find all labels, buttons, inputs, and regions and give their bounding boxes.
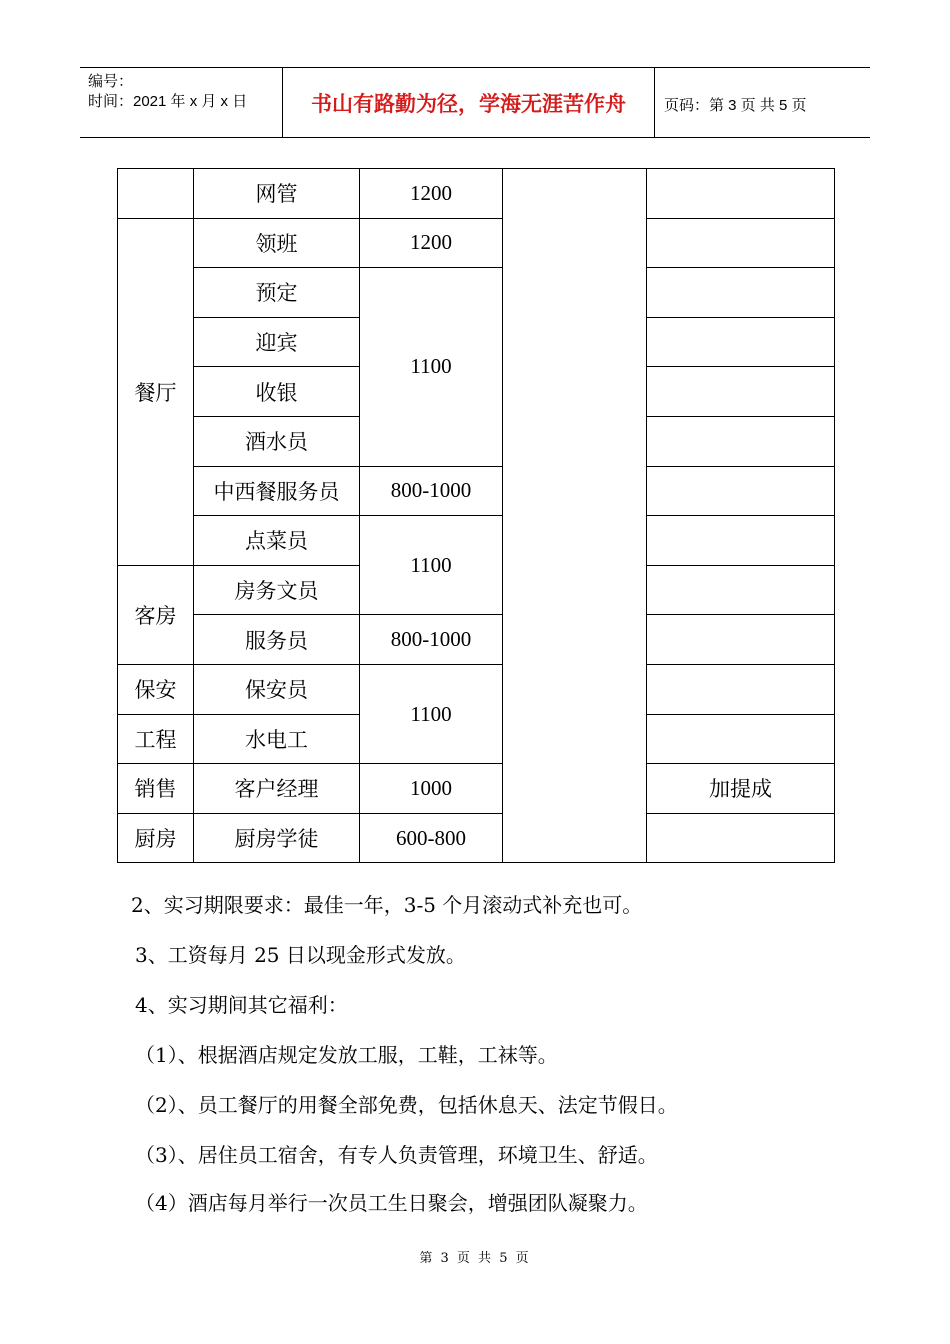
post-cell: 房务文员 <box>194 565 360 615</box>
table-row <box>118 813 835 863</box>
salary-cell: 1100 <box>360 516 503 615</box>
post-cell: 收银 <box>194 367 360 417</box>
post-cell: 网管 <box>194 169 360 219</box>
salary-cell: 1100 <box>360 268 503 466</box>
table-row <box>118 268 835 318</box>
salary-table <box>117 168 835 863</box>
paragraph-benefit-2: （2）、员工餐厅的用餐全部免费，包括休息天、法定节假日。 <box>135 1093 678 1117</box>
date-label: 时间：2021 年 x 月 x 日 <box>88 93 248 110</box>
salary-cell: 1200 <box>360 169 503 219</box>
blank-column-cell <box>503 169 647 863</box>
post-cell: 客户经理 <box>194 764 360 814</box>
note-cell <box>647 416 835 466</box>
post-cell: 保安员 <box>194 664 360 714</box>
post-cell: 水电工 <box>194 714 360 764</box>
post-cell: 预定 <box>194 268 360 318</box>
header-motto: 书山有路勤为径，学海无涯苦作舟 <box>282 68 655 137</box>
note-cell <box>647 268 835 318</box>
paragraph-benefit-1: （1）、根据酒店规定发放工服，工鞋，工袜等。 <box>135 1043 558 1067</box>
note-cell <box>647 664 835 714</box>
table-row <box>118 664 835 714</box>
post-cell: 领班 <box>194 218 360 268</box>
page-header <box>80 67 870 138</box>
dept-cell <box>118 169 194 219</box>
salary-cell: 1000 <box>360 764 503 814</box>
post-cell: 中西餐服务员 <box>194 466 360 516</box>
code-label: 编号： <box>88 73 134 90</box>
dept-cell: 厨房 <box>118 813 194 863</box>
paragraph-benefit-4: （4）酒店每月举行一次员工生日聚会，增强团队凝聚力。 <box>135 1191 648 1215</box>
table-row <box>118 466 835 516</box>
post-cell: 点菜员 <box>194 516 360 566</box>
salary-cell: 600-800 <box>360 813 503 863</box>
note-cell <box>647 516 835 566</box>
table-row <box>118 218 835 268</box>
table-row <box>118 169 835 219</box>
note-cell: 加提成 <box>647 764 835 814</box>
post-cell: 厨房学徒 <box>194 813 360 863</box>
salary-cell: 1200 <box>360 218 503 268</box>
salary-cell: 800-1000 <box>360 615 503 665</box>
header-meta <box>80 68 282 137</box>
note-cell <box>647 565 835 615</box>
paragraph-internship-period: 2、实习期限要求：最佳一年，3-5 个月滚动式补充也可。 <box>131 893 643 917</box>
header-page-info: 页码：第 3 页 共 5 页 <box>664 97 807 114</box>
salary-cell: 1100 <box>360 664 503 763</box>
dept-cell: 客房 <box>118 565 194 664</box>
table-row <box>118 615 835 665</box>
salary-cell: 800-1000 <box>360 466 503 516</box>
table-row <box>118 764 835 814</box>
dept-cell: 餐厅 <box>118 218 194 565</box>
paragraph-pay-date: 3、工资每月 25 日以现金形式发放。 <box>135 943 466 967</box>
note-cell <box>647 218 835 268</box>
note-cell <box>647 367 835 417</box>
post-cell: 服务员 <box>194 615 360 665</box>
post-cell: 迎宾 <box>194 317 360 367</box>
page-footer: 第 3 页 共 5 页 <box>419 1251 531 1266</box>
dept-cell: 保安 <box>118 664 194 714</box>
note-cell <box>647 317 835 367</box>
dept-cell: 销售 <box>118 764 194 814</box>
note-cell <box>647 466 835 516</box>
note-cell <box>647 615 835 665</box>
dept-cell: 工程 <box>118 714 194 764</box>
paragraph-benefits-heading: 4、实习期间其它福利： <box>135 993 348 1017</box>
note-cell <box>647 169 835 219</box>
table-row <box>118 516 835 566</box>
note-cell <box>647 714 835 764</box>
paragraph-benefit-3: （3）、居住员工宿舍，有专人负责管理，环境卫生、舒适。 <box>135 1143 658 1167</box>
note-cell <box>647 813 835 863</box>
post-cell: 酒水员 <box>194 416 360 466</box>
